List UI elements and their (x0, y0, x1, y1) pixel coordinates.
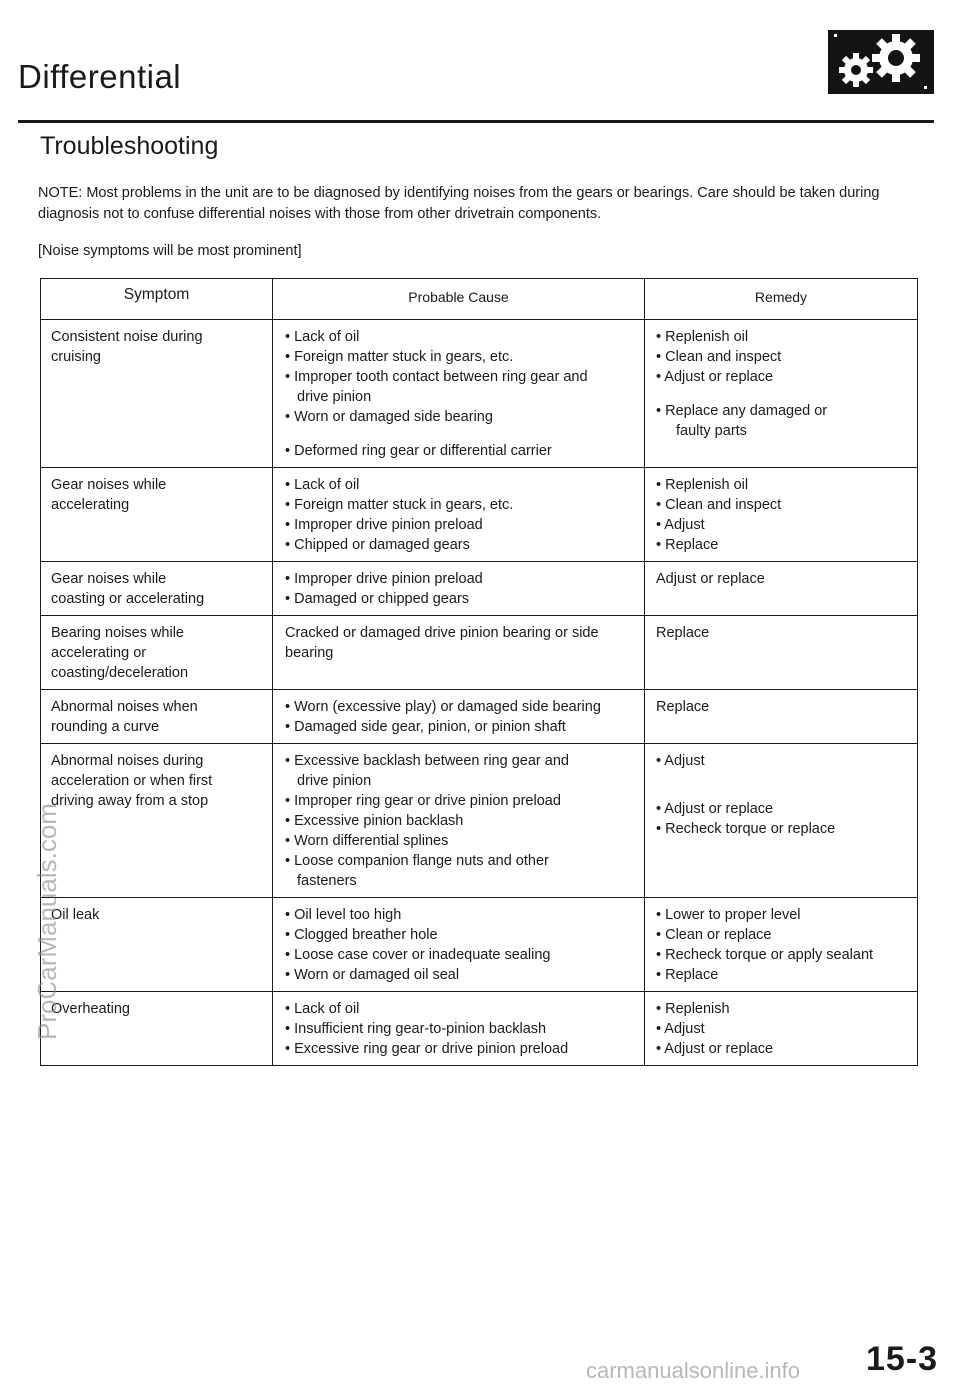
header-remedy: Remedy (645, 279, 918, 320)
table-header-row (41, 279, 918, 320)
cause-line: • Lack of oil (285, 1001, 360, 1017)
remedy-line: • Adjust (656, 1021, 705, 1037)
remedy-cell (645, 690, 918, 744)
cause-cell (273, 320, 645, 468)
cause-line: • Chipped or damaged gears (285, 537, 470, 553)
symptom-line: Abnormal noises during (51, 753, 204, 769)
cause-line: drive pinion (297, 389, 372, 405)
remedy-cell (645, 744, 918, 898)
cause-line: • Excessive pinion backlash (285, 813, 464, 829)
cause-line: • Foreign matter stuck in gears, etc. (285, 349, 514, 365)
watermark-bottom: carmanualsonline.info (586, 1358, 801, 1383)
cause-line: • Clogged breather hole (285, 927, 438, 943)
remedy-line: • Adjust (656, 517, 705, 533)
table-row (41, 562, 918, 616)
cause-line: • Deformed ring gear or differential carrier (285, 443, 552, 459)
remedy-cell (645, 898, 918, 992)
spacer (656, 785, 909, 799)
cause-cell (273, 992, 645, 1066)
cause-line: fasteners (297, 873, 357, 889)
spacer (656, 387, 909, 401)
section-title: Troubleshooting (40, 132, 219, 160)
table-row (41, 690, 918, 744)
header-rule (18, 120, 934, 123)
cause-line: • Lack of oil (285, 477, 360, 493)
remedy-cell (645, 616, 918, 690)
symptom-line: Oil leak (51, 907, 100, 923)
cause-line: • Worn differential splines (285, 833, 449, 849)
remedy-line: • Recheck torque or replace (656, 821, 836, 837)
cause-line: • Worn or damaged side bearing (285, 409, 493, 425)
noise-note: [Noise symptoms will be most prominent] (38, 243, 302, 259)
table-body (41, 320, 918, 1066)
spacer (285, 427, 636, 441)
remedy-line: faulty parts (676, 423, 747, 439)
remedy-line: • Replace any damaged or (656, 403, 828, 419)
table-row (41, 744, 918, 898)
symptom-line: Overheating (51, 1001, 130, 1017)
cause-line: • Oil level too high (285, 907, 402, 923)
troubleshooting-table (40, 278, 918, 1066)
cause-line: • Worn (excessive play) or damaged side bearing (285, 699, 601, 715)
cause-line: • Excessive backlash between ring gear and (285, 753, 569, 769)
cause-line: • Lack of oil (285, 329, 360, 345)
cause-line: • Excessive ring gear or drive pinion preload (285, 1041, 569, 1057)
gears-icon (828, 30, 934, 94)
cause-line: • Worn or damaged oil seal (285, 967, 460, 983)
cause-cell (273, 898, 645, 992)
symptom-line: coasting/deceleration (51, 665, 189, 681)
symptom-line: accelerating (51, 497, 130, 513)
cause-line: • Improper tooth contact between ring gear and (285, 369, 588, 385)
symptom-line: Gear noises while (51, 477, 167, 493)
table-row (41, 320, 918, 468)
remedy-cell (645, 320, 918, 468)
remedy-cell (645, 562, 918, 616)
symptom-cell (41, 690, 273, 744)
symptom-cell (41, 320, 273, 468)
cause-line: • Damaged or chipped gears (285, 591, 470, 607)
symptom-cell (41, 992, 273, 1066)
remedy-line: • Clean and inspect (656, 349, 782, 365)
cause-line: • Foreign matter stuck in gears, etc. (285, 497, 514, 513)
remedy-line: • Replenish oil (656, 329, 749, 345)
remedy-line: • Adjust or replace (656, 801, 774, 817)
symptom-line: Bearing noises while (51, 625, 184, 641)
spacer (656, 771, 909, 785)
cause-line: • Improper drive pinion preload (285, 517, 483, 533)
table-row (41, 992, 918, 1066)
symptom-line: driving away from a stop (51, 793, 209, 809)
cause-line: • Loose companion flange nuts and other (285, 853, 549, 869)
cause-line: • Insufficient ring gear-to-pinion backlash (285, 1021, 547, 1037)
remedy-cell (645, 468, 918, 562)
symptom-cell (41, 562, 273, 616)
watermark-left: ProCarManuals.com (32, 803, 62, 1040)
symptom-line: coasting or accelerating (51, 591, 205, 607)
cause-cell (273, 562, 645, 616)
symptom-line: rounding a curve (51, 719, 160, 735)
cause-line: drive pinion (297, 773, 372, 789)
cause-cell (273, 744, 645, 898)
symptom-cell (41, 744, 273, 898)
remedy-line: • Clean or replace (656, 927, 772, 943)
remedy-line: Adjust or replace (656, 571, 765, 587)
table-row (41, 468, 918, 562)
cause-line: • Improper drive pinion preload (285, 571, 483, 587)
header-probable-cause: Probable Cause (273, 279, 645, 320)
symptom-line: Abnormal noises when (51, 699, 198, 715)
remedy-line: • Recheck torque or apply sealant (656, 947, 874, 963)
cause-line: • Improper ring gear or drive pinion preload (285, 793, 561, 809)
note-text: NOTE: Most problems in the unit are to be diagnosed by identifying noises from the gears or bearings. Care should be taken during diagnosis not to confuse differential noises with those from other drivetrain components. (38, 185, 880, 222)
remedy-line: • Replenish (656, 1001, 730, 1017)
symptom-line: Gear noises while (51, 571, 167, 587)
symptom-line: cruising (51, 349, 101, 365)
remedy-line: • Adjust (656, 753, 705, 769)
remedy-line: Replace (656, 625, 710, 641)
table-row (41, 898, 918, 992)
symptom-cell (41, 468, 273, 562)
symptom-cell (41, 616, 273, 690)
cause-line: Cracked or damaged drive pinion bearing or side (285, 625, 599, 641)
remedy-cell (645, 992, 918, 1066)
table-row (41, 616, 918, 690)
cause-cell (273, 616, 645, 690)
remedy-line: • Replenish oil (656, 477, 749, 493)
symptom-line: Consistent noise during (51, 329, 203, 345)
remedy-line: • Replace (656, 967, 719, 983)
cause-cell (273, 690, 645, 744)
remedy-line: • Clean and inspect (656, 497, 782, 513)
remedy-line: Replace (656, 699, 710, 715)
symptom-cell (41, 898, 273, 992)
cause-cell (273, 468, 645, 562)
header-symptom: Symptom (41, 279, 273, 320)
remedy-line: • Lower to proper level (656, 907, 801, 923)
symptom-line: accelerating or (51, 645, 147, 661)
page-number: 15-3 (866, 1340, 939, 1378)
page-title: Differential (18, 58, 182, 95)
cause-line: bearing (285, 645, 334, 661)
cause-line: • Damaged side gear, pinion, or pinion shaft (285, 719, 566, 735)
symptom-line: acceleration or when first (51, 773, 213, 789)
remedy-line: • Replace (656, 537, 719, 553)
cause-line: • Loose case cover or inadequate sealing (285, 947, 551, 963)
remedy-line: • Adjust or replace (656, 1041, 774, 1057)
remedy-line: • Adjust or replace (656, 369, 774, 385)
